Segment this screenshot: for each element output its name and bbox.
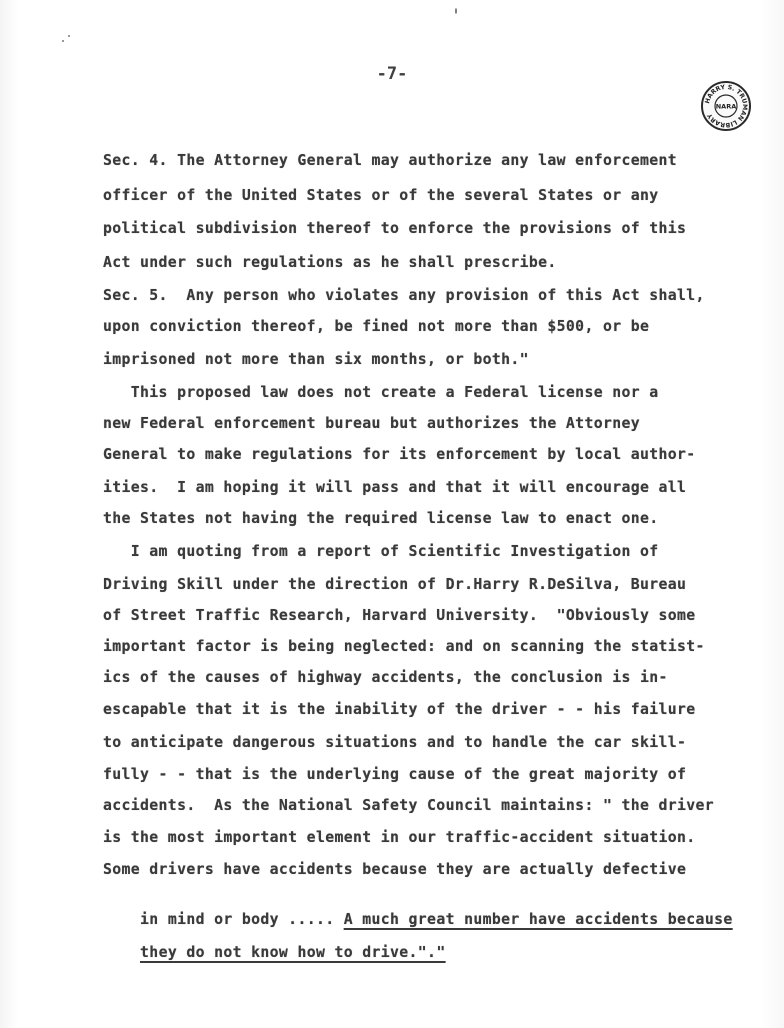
body-line: This proposed law does not create a Federal license nor a [103,384,659,401]
body-line: of Street Traffic Research, Harvard University. "Obviously some [103,607,696,624]
page-number: -7- [376,64,408,84]
body-line: political subdivision thereof to enforce the provisions of this [103,220,687,237]
body-line: escapable that it is the inability of the driver - - his failure [103,701,696,718]
underlined-quote: A much great number have accidents because [343,911,733,928]
body-line: the States not having the required license law to enact one. [103,510,659,527]
svg-text:HARRY S. TRUMAN LIBRARY: HARRY S. TRUMAN LIBRARY [704,83,749,129]
nara-library-stamp-icon [700,80,752,132]
body-line: ities. I am hoping it will pass and that it will encourage all [103,479,687,496]
body-line-plain: in mind or body ..... [140,911,344,928]
paper-speck [68,35,70,37]
body-line: I am quoting from a report of Scientific Investigation of [103,543,659,560]
svg-text:NARA: NARA [715,102,737,111]
body-line-underlined [103,927,446,978]
body-line: to anticipate dangerous situations and to handle the car skill- [103,734,687,751]
body-line: Act under such regulations as he shall prescribe. [103,254,557,271]
body-line: is the most important element in our traffic-accident situation. [103,829,696,846]
body-line: fully - - that is the underlying cause of the great majority of [103,766,687,783]
body-line: General to make regulations for its enforcement by local author- [103,446,696,463]
body-line: officer of the United States or of the several States or any [103,187,659,204]
body-line: accidents. As the National Safety Council maintains: " the driver [103,797,715,814]
body-line: important factor is being neglected: and on scanning the statist- [103,638,705,655]
body-line: Driving Skill under the direction of Dr.Harry R.DeSilva, Bureau [103,576,687,593]
underlined-quote: they do not know how to drive."." [140,944,446,961]
body-line: upon conviction thereof, be fined not more than $500, or be [103,318,650,335]
paper-speck [62,40,64,42]
paper-speck [455,8,457,14]
body-line: imprisoned not more than six months, or both." [103,351,529,368]
body-line: Some drivers have accidents because they are actually defective [103,861,687,878]
body-line: new Federal enforcement bureau but authorizes the Attorney [103,415,640,432]
body-line: Sec. 5. Any person who violates any provision of this Act shall, [103,287,705,304]
body-line: Sec. 4. The Attorney General may authorize any law enforcement [103,152,678,169]
body-line: ics of the causes of highway accidents, the conclusion is in- [103,669,668,686]
